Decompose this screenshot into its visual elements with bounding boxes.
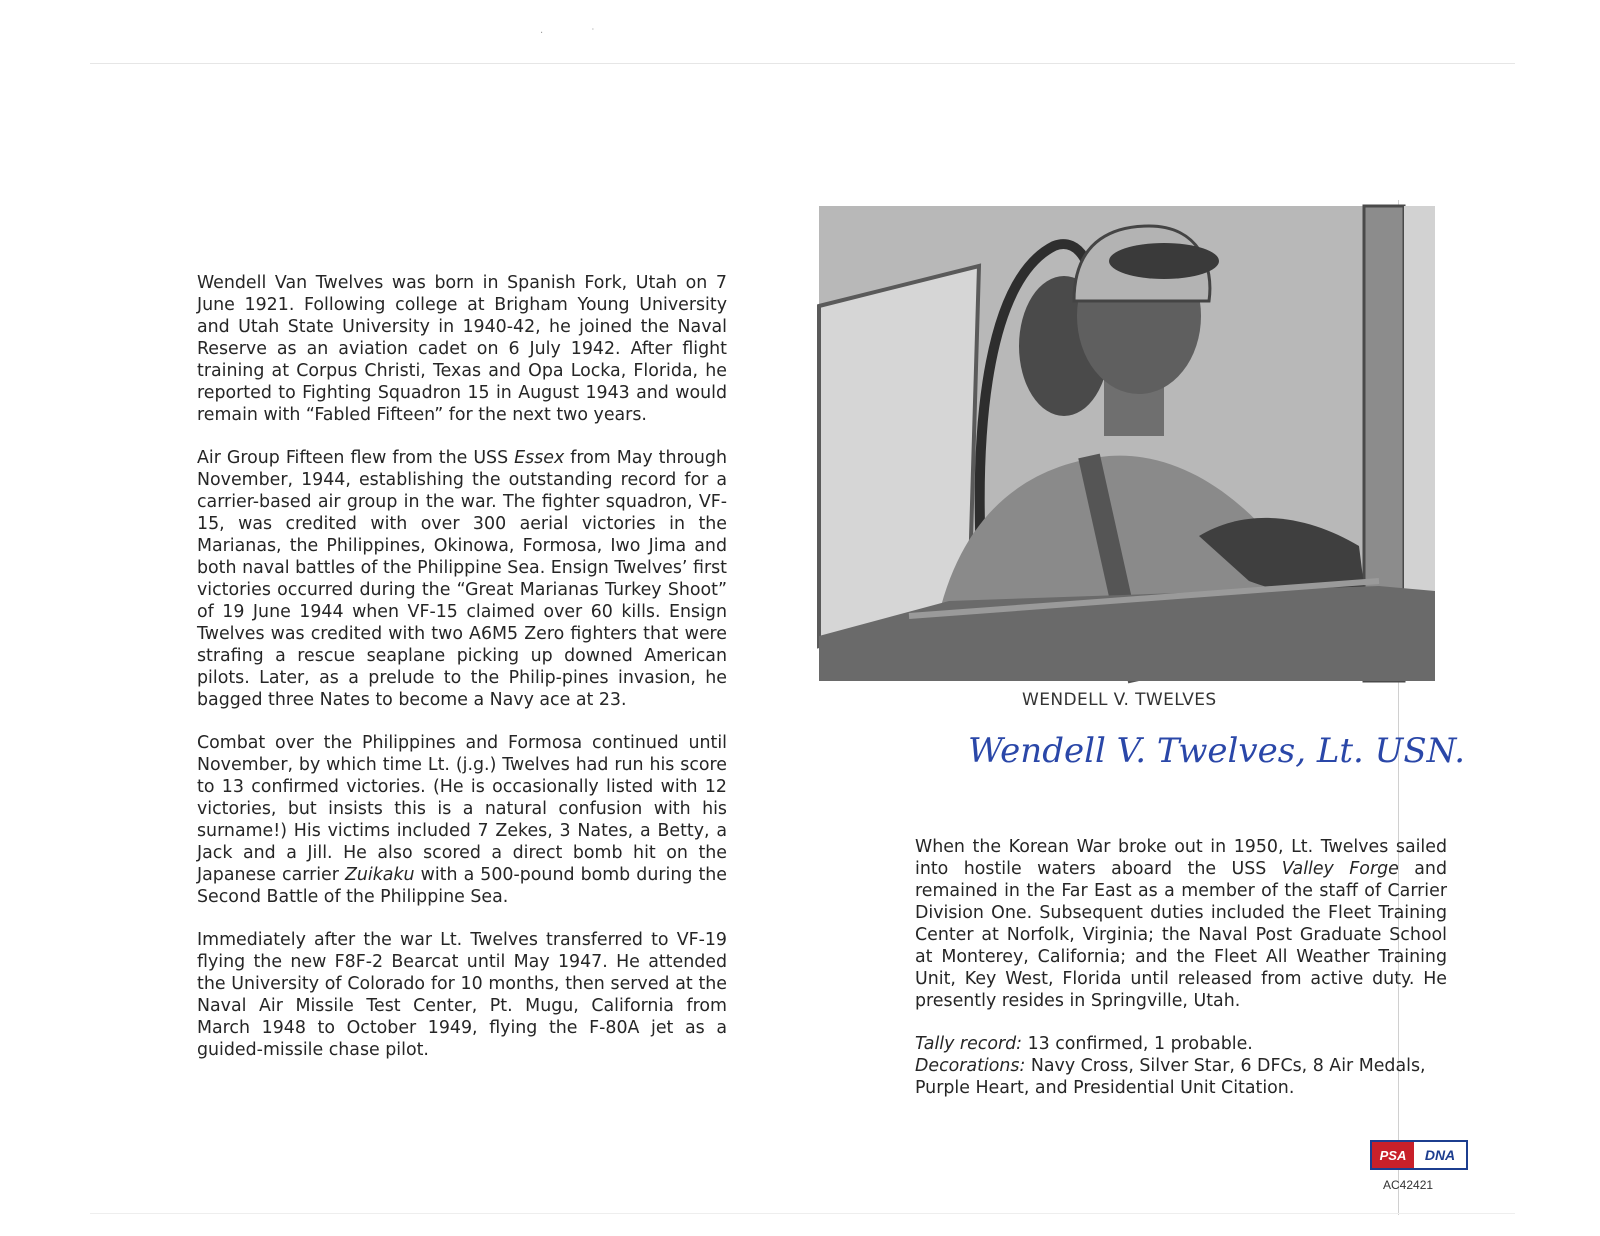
autograph-signature <box>960 712 1466 786</box>
right-column <box>915 836 1447 1099</box>
bio-paragraph-3-text-cont: with a 500-pound bomb during the Second Battle of the Philippine Sea. <box>197 865 727 907</box>
tally-value: 13 confirmed, 1 probable. <box>1022 1034 1253 1054</box>
pilot-photo-illustration <box>819 206 1435 681</box>
ship-name-zuikaku: Zuikaku <box>344 865 415 885</box>
psa-logo-left: PSA <box>1372 1142 1414 1168</box>
certification-number: AC42421 <box>1383 1178 1434 1192</box>
left-column <box>197 272 727 1082</box>
ship-name-valley-forge: Valley Forge <box>1281 859 1399 879</box>
bio-paragraph-2-text-cont: from May through November, 1944, establishing the outstanding record for a carrier-based air group in the war. The fighter squadron, VF-15, was credited with over 300 aerial victories in the Marianas, the Philippines, Okinowa, Formosa, Iwo Jima and both naval battles of the Philippine Sea. Ensign Twelves’ first victories occurred during the “Great Marianas Turkey Shoot” of 19 June 1944 when VF-15 claimed over 60 kills. Ensign Twelves was credited with two A6M5 Zero fighters that were strafing a rescue seaplane picking up downed American pilots. Later, as a prelude to the Philip-pines invasion, he bagged three Nates to become a Navy ace at 23. <box>197 448 727 710</box>
scan-specks: · ˙ <box>540 28 618 39</box>
decorations <box>915 1055 1447 1099</box>
psa-logo-right: DNA <box>1414 1142 1466 1168</box>
pilot-photo <box>819 206 1435 681</box>
signature-drawing <box>960 712 1466 782</box>
bio-paragraph-5 <box>915 836 1447 1012</box>
bio-paragraph-5-text-cont: and remained in the Far East as a member of the staff of Carrier Division One. Subsequent duties included the Fleet Training Center at Norfolk, Virginia; the Naval Post Graduate School at Monterey, California; and the Fleet All Weather Training Unit, Key West, Florida until released from active duty. He presently resides in Springville, Utah. <box>915 859 1447 1011</box>
bio-paragraph-1: Wendell Van Twelves was born in Spanish Fork, Utah on 7 June 1921. Following college at Brigham Young University and Utah State University in 1940-42, he joined the Naval Reserve as an aviation cadet on 6 July 1942. After flight training at Corpus Christi, Texas and Opa Locka, Florida, he reported to Fighting Squadron 15 in August 1943 and would remain with “Fabled Fifteen” for the next two years. <box>197 273 727 425</box>
bio-paragraph-3-text: Combat over the Philippines and Formosa continued until November, by which time Lt. (j.g.) Twelves had run his score to 13 confirmed victories. (He is occasionally listed with 12 victories, but insists this is a natural confusion with his surname!) His victims included 7 Zekes, 3 Nates, a Betty, a Jack and a Jill. He also scored a direct bomb hit on the Japanese carrier <box>197 733 727 885</box>
decorations-value: Navy Cross, Silver Star, 6 DFCs, 8 Air Medals, Purple Heart, and Presidential Unit Citation. <box>915 1056 1426 1098</box>
bottom-divider <box>90 1213 1515 1214</box>
signature-text: Wendell V. Twelves, Lt. USN. <box>968 731 1466 771</box>
tally-label: Tally record: <box>915 1034 1023 1054</box>
bio-paragraph-2 <box>197 447 727 711</box>
decorations-label: Decorations: <box>915 1056 1026 1076</box>
top-divider <box>90 63 1515 64</box>
photo-caption: WENDELL V. TWELVES <box>1022 690 1217 710</box>
bio-paragraph-2-text: Air Group Fifteen flew from the USS <box>197 448 515 468</box>
ship-name-essex: Essex <box>514 448 565 468</box>
tally-record <box>915 1033 1447 1055</box>
bio-paragraph-4: Immediately after the war Lt. Twelves transferred to VF-19 flying the new F8F-2 Bearcat until May 1947. He attended the University of Colorado for 10 months, then served at the Naval Air Missile Test Center, Pt. Mugu, California from March 1948 to October 1949, flying the F-80A jet as a guided-missile chase pilot. <box>197 930 727 1060</box>
bio-paragraph-5-text: When the Korean War broke out in 1950, Lt. Twelves sailed into hostile waters aboard the USS <box>915 837 1447 879</box>
psa-dna-logo <box>1370 1140 1468 1170</box>
bio-paragraph-3 <box>197 732 727 908</box>
